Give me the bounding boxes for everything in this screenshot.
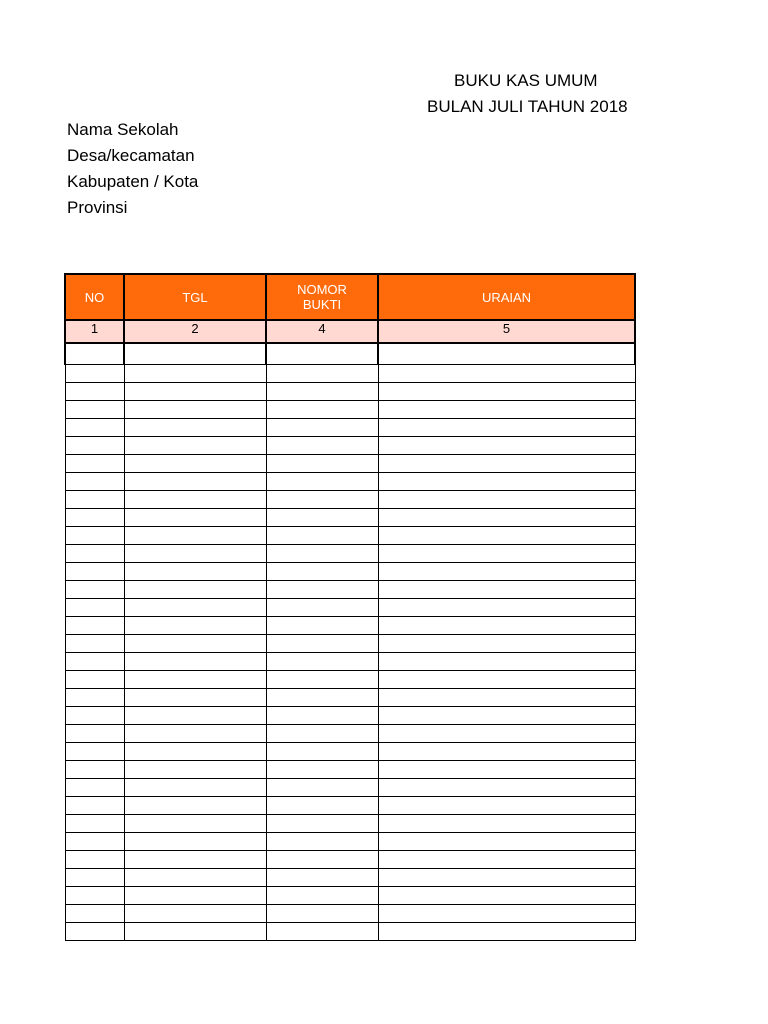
cell-uraian[interactable]	[378, 887, 635, 905]
table-row	[65, 887, 635, 905]
cell-tgl[interactable]	[124, 851, 266, 869]
cell-no[interactable]	[65, 545, 124, 563]
province-label: Provinsi	[67, 198, 128, 217]
cell-bukti[interactable]	[266, 545, 378, 563]
cell-no[interactable]	[65, 797, 124, 815]
table-row	[65, 707, 635, 725]
cell-tgl[interactable]	[124, 869, 266, 887]
cell-no[interactable]	[65, 635, 124, 653]
school-info-block	[67, 117, 198, 221]
column-number: 1	[65, 320, 124, 343]
cell-uraian[interactable]	[378, 761, 635, 779]
cell-no[interactable]	[65, 365, 124, 383]
school-name-label: Nama Sekolah	[67, 120, 179, 139]
cell-bukti[interactable]	[266, 581, 378, 599]
table-row	[65, 905, 635, 923]
cell-uraian[interactable]	[378, 473, 635, 491]
cell-tgl[interactable]	[124, 815, 266, 833]
cell-bukti[interactable]	[266, 473, 378, 491]
header-nomor-bukti: NOMOR BUKTI	[266, 274, 378, 320]
cell-no[interactable]	[65, 617, 124, 635]
cell-uraian[interactable]	[378, 743, 635, 761]
cell-bukti[interactable]	[266, 761, 378, 779]
cell-uraian[interactable]	[378, 419, 635, 437]
table-row	[65, 365, 635, 383]
table-row	[65, 419, 635, 437]
table-row	[65, 527, 635, 545]
cell-no[interactable]	[65, 887, 124, 905]
cell-no[interactable]	[65, 563, 124, 581]
cell-no[interactable]	[65, 473, 124, 491]
cell-no[interactable]	[65, 509, 124, 527]
column-number: 5	[378, 320, 635, 343]
table-row	[65, 851, 635, 869]
cell-no[interactable]	[65, 707, 124, 725]
cell-bukti[interactable]	[266, 509, 378, 527]
cell-bukti[interactable]	[266, 905, 378, 923]
cell-bukti[interactable]	[266, 851, 378, 869]
table-row	[65, 599, 635, 617]
district-label: Desa/kecamatan	[67, 146, 195, 165]
cell-uraian[interactable]	[378, 635, 635, 653]
cell-tgl[interactable]	[124, 473, 266, 491]
table-row	[65, 383, 635, 401]
cell-uraian[interactable]	[378, 343, 635, 365]
table-row	[65, 437, 635, 455]
report-period: BULAN JULI TAHUN 2018	[427, 97, 628, 116]
cell-no[interactable]	[65, 671, 124, 689]
cell-no[interactable]	[65, 581, 124, 599]
table-row	[65, 725, 635, 743]
table-row	[65, 343, 635, 365]
cell-no[interactable]	[65, 419, 124, 437]
cell-bukti[interactable]	[266, 635, 378, 653]
cell-bukti[interactable]	[266, 527, 378, 545]
table-row	[65, 923, 635, 941]
cell-tgl[interactable]	[124, 761, 266, 779]
cell-tgl[interactable]	[124, 401, 266, 419]
cell-bukti[interactable]	[266, 887, 378, 905]
cell-uraian[interactable]	[378, 491, 635, 509]
cell-tgl[interactable]	[124, 419, 266, 437]
cell-tgl[interactable]	[124, 527, 266, 545]
table-row	[65, 563, 635, 581]
cell-bukti[interactable]	[266, 725, 378, 743]
cell-uraian[interactable]	[378, 725, 635, 743]
cell-bukti[interactable]	[266, 689, 378, 707]
cell-tgl[interactable]	[124, 923, 266, 941]
cell-no[interactable]	[65, 851, 124, 869]
table-row	[65, 581, 635, 599]
cell-bukti[interactable]	[266, 401, 378, 419]
cell-uraian[interactable]	[378, 797, 635, 815]
cell-no[interactable]	[65, 923, 124, 941]
cell-tgl[interactable]	[124, 563, 266, 581]
table-row	[65, 545, 635, 563]
cell-bukti[interactable]	[266, 653, 378, 671]
cell-bukti[interactable]	[266, 833, 378, 851]
cell-bukti[interactable]	[266, 779, 378, 797]
header-no: NO	[65, 274, 124, 320]
cell-tgl[interactable]	[124, 779, 266, 797]
table-row	[65, 401, 635, 419]
cell-tgl[interactable]	[124, 581, 266, 599]
cell-uraian[interactable]	[378, 671, 635, 689]
cell-no[interactable]	[65, 455, 124, 473]
cell-tgl[interactable]	[124, 599, 266, 617]
table-row	[65, 509, 635, 527]
cell-tgl[interactable]	[124, 635, 266, 653]
report-title-block	[420, 68, 633, 120]
cell-uraian[interactable]	[378, 401, 635, 419]
cell-bukti[interactable]	[266, 599, 378, 617]
table-header-row	[65, 274, 635, 320]
cell-tgl[interactable]	[124, 617, 266, 635]
cell-tgl[interactable]	[124, 653, 266, 671]
cell-uraian[interactable]	[378, 869, 635, 887]
cell-no[interactable]	[65, 437, 124, 455]
cell-bukti[interactable]	[266, 383, 378, 401]
cell-uraian[interactable]	[378, 581, 635, 599]
cell-uraian[interactable]	[378, 527, 635, 545]
cell-tgl[interactable]	[124, 343, 266, 365]
cell-no[interactable]	[65, 383, 124, 401]
cell-tgl[interactable]	[124, 491, 266, 509]
cell-no[interactable]	[65, 815, 124, 833]
column-numbering-row	[65, 320, 635, 343]
column-number: 2	[124, 320, 266, 343]
cell-no[interactable]	[65, 743, 124, 761]
cell-uraian[interactable]	[378, 815, 635, 833]
table-row	[65, 635, 635, 653]
regency-label: Kabupaten / Kota	[67, 172, 199, 191]
cell-bukti[interactable]	[266, 437, 378, 455]
column-number: 4	[266, 320, 378, 343]
cell-bukti[interactable]	[266, 797, 378, 815]
cell-uraian[interactable]	[378, 779, 635, 797]
table-row	[65, 815, 635, 833]
cell-bukti[interactable]	[266, 743, 378, 761]
cell-bukti[interactable]	[266, 707, 378, 725]
cell-bukti[interactable]	[266, 923, 378, 941]
table-row	[65, 617, 635, 635]
cell-no[interactable]	[65, 869, 124, 887]
cell-tgl[interactable]	[124, 671, 266, 689]
table-row	[65, 869, 635, 887]
cell-uraian[interactable]	[378, 545, 635, 563]
cell-bukti[interactable]	[266, 455, 378, 473]
report-title: BUKU KAS UMUM	[454, 71, 598, 90]
cell-tgl[interactable]	[124, 743, 266, 761]
table-row	[65, 743, 635, 761]
cell-no[interactable]	[65, 401, 124, 419]
cell-no[interactable]	[65, 653, 124, 671]
cell-tgl[interactable]	[124, 509, 266, 527]
table-row	[65, 473, 635, 491]
table-row	[65, 797, 635, 815]
header-tgl: TGL	[124, 274, 266, 320]
cell-tgl[interactable]	[124, 833, 266, 851]
cell-tgl[interactable]	[124, 797, 266, 815]
cash-ledger-table	[64, 273, 636, 941]
cell-tgl[interactable]	[124, 689, 266, 707]
cell-no[interactable]	[65, 527, 124, 545]
cell-tgl[interactable]	[124, 707, 266, 725]
cell-uraian[interactable]	[378, 563, 635, 581]
cell-tgl[interactable]	[124, 437, 266, 455]
cell-uraian[interactable]	[378, 455, 635, 473]
cell-bukti[interactable]	[266, 419, 378, 437]
cell-uraian[interactable]	[378, 365, 635, 383]
table-row	[65, 491, 635, 509]
table-row	[65, 671, 635, 689]
cell-bukti[interactable]	[266, 617, 378, 635]
cell-no[interactable]	[65, 779, 124, 797]
cell-bukti[interactable]	[266, 671, 378, 689]
cell-bukti[interactable]	[266, 491, 378, 509]
cell-tgl[interactable]	[124, 725, 266, 743]
cell-uraian[interactable]	[378, 689, 635, 707]
cell-uraian[interactable]	[378, 617, 635, 635]
cell-uraian[interactable]	[378, 905, 635, 923]
table-row	[65, 689, 635, 707]
cell-bukti[interactable]	[266, 343, 378, 365]
cell-bukti[interactable]	[266, 365, 378, 383]
cell-no[interactable]	[65, 599, 124, 617]
cell-tgl[interactable]	[124, 383, 266, 401]
cell-bukti[interactable]	[266, 869, 378, 887]
cell-uraian[interactable]	[378, 599, 635, 617]
cell-uraian[interactable]	[378, 833, 635, 851]
cell-no[interactable]	[65, 491, 124, 509]
table-row	[65, 455, 635, 473]
cell-uraian[interactable]	[378, 653, 635, 671]
cell-uraian[interactable]	[378, 509, 635, 527]
table-row	[65, 779, 635, 797]
cell-uraian[interactable]	[378, 707, 635, 725]
table-row	[65, 653, 635, 671]
table-row	[65, 761, 635, 779]
cell-tgl[interactable]	[124, 455, 266, 473]
cell-bukti[interactable]	[266, 815, 378, 833]
cell-tgl[interactable]	[124, 905, 266, 923]
cell-no[interactable]	[65, 343, 124, 365]
cell-no[interactable]	[65, 725, 124, 743]
cell-no[interactable]	[65, 905, 124, 923]
cell-uraian[interactable]	[378, 923, 635, 941]
cell-no[interactable]	[65, 689, 124, 707]
table-row	[65, 833, 635, 851]
cell-bukti[interactable]	[266, 563, 378, 581]
cell-uraian[interactable]	[378, 383, 635, 401]
cell-no[interactable]	[65, 833, 124, 851]
cell-no[interactable]	[65, 761, 124, 779]
cell-tgl[interactable]	[124, 365, 266, 383]
cell-uraian[interactable]	[378, 437, 635, 455]
cell-uraian[interactable]	[378, 851, 635, 869]
cell-tgl[interactable]	[124, 887, 266, 905]
header-uraian: URAIAN	[378, 274, 635, 320]
cell-tgl[interactable]	[124, 545, 266, 563]
